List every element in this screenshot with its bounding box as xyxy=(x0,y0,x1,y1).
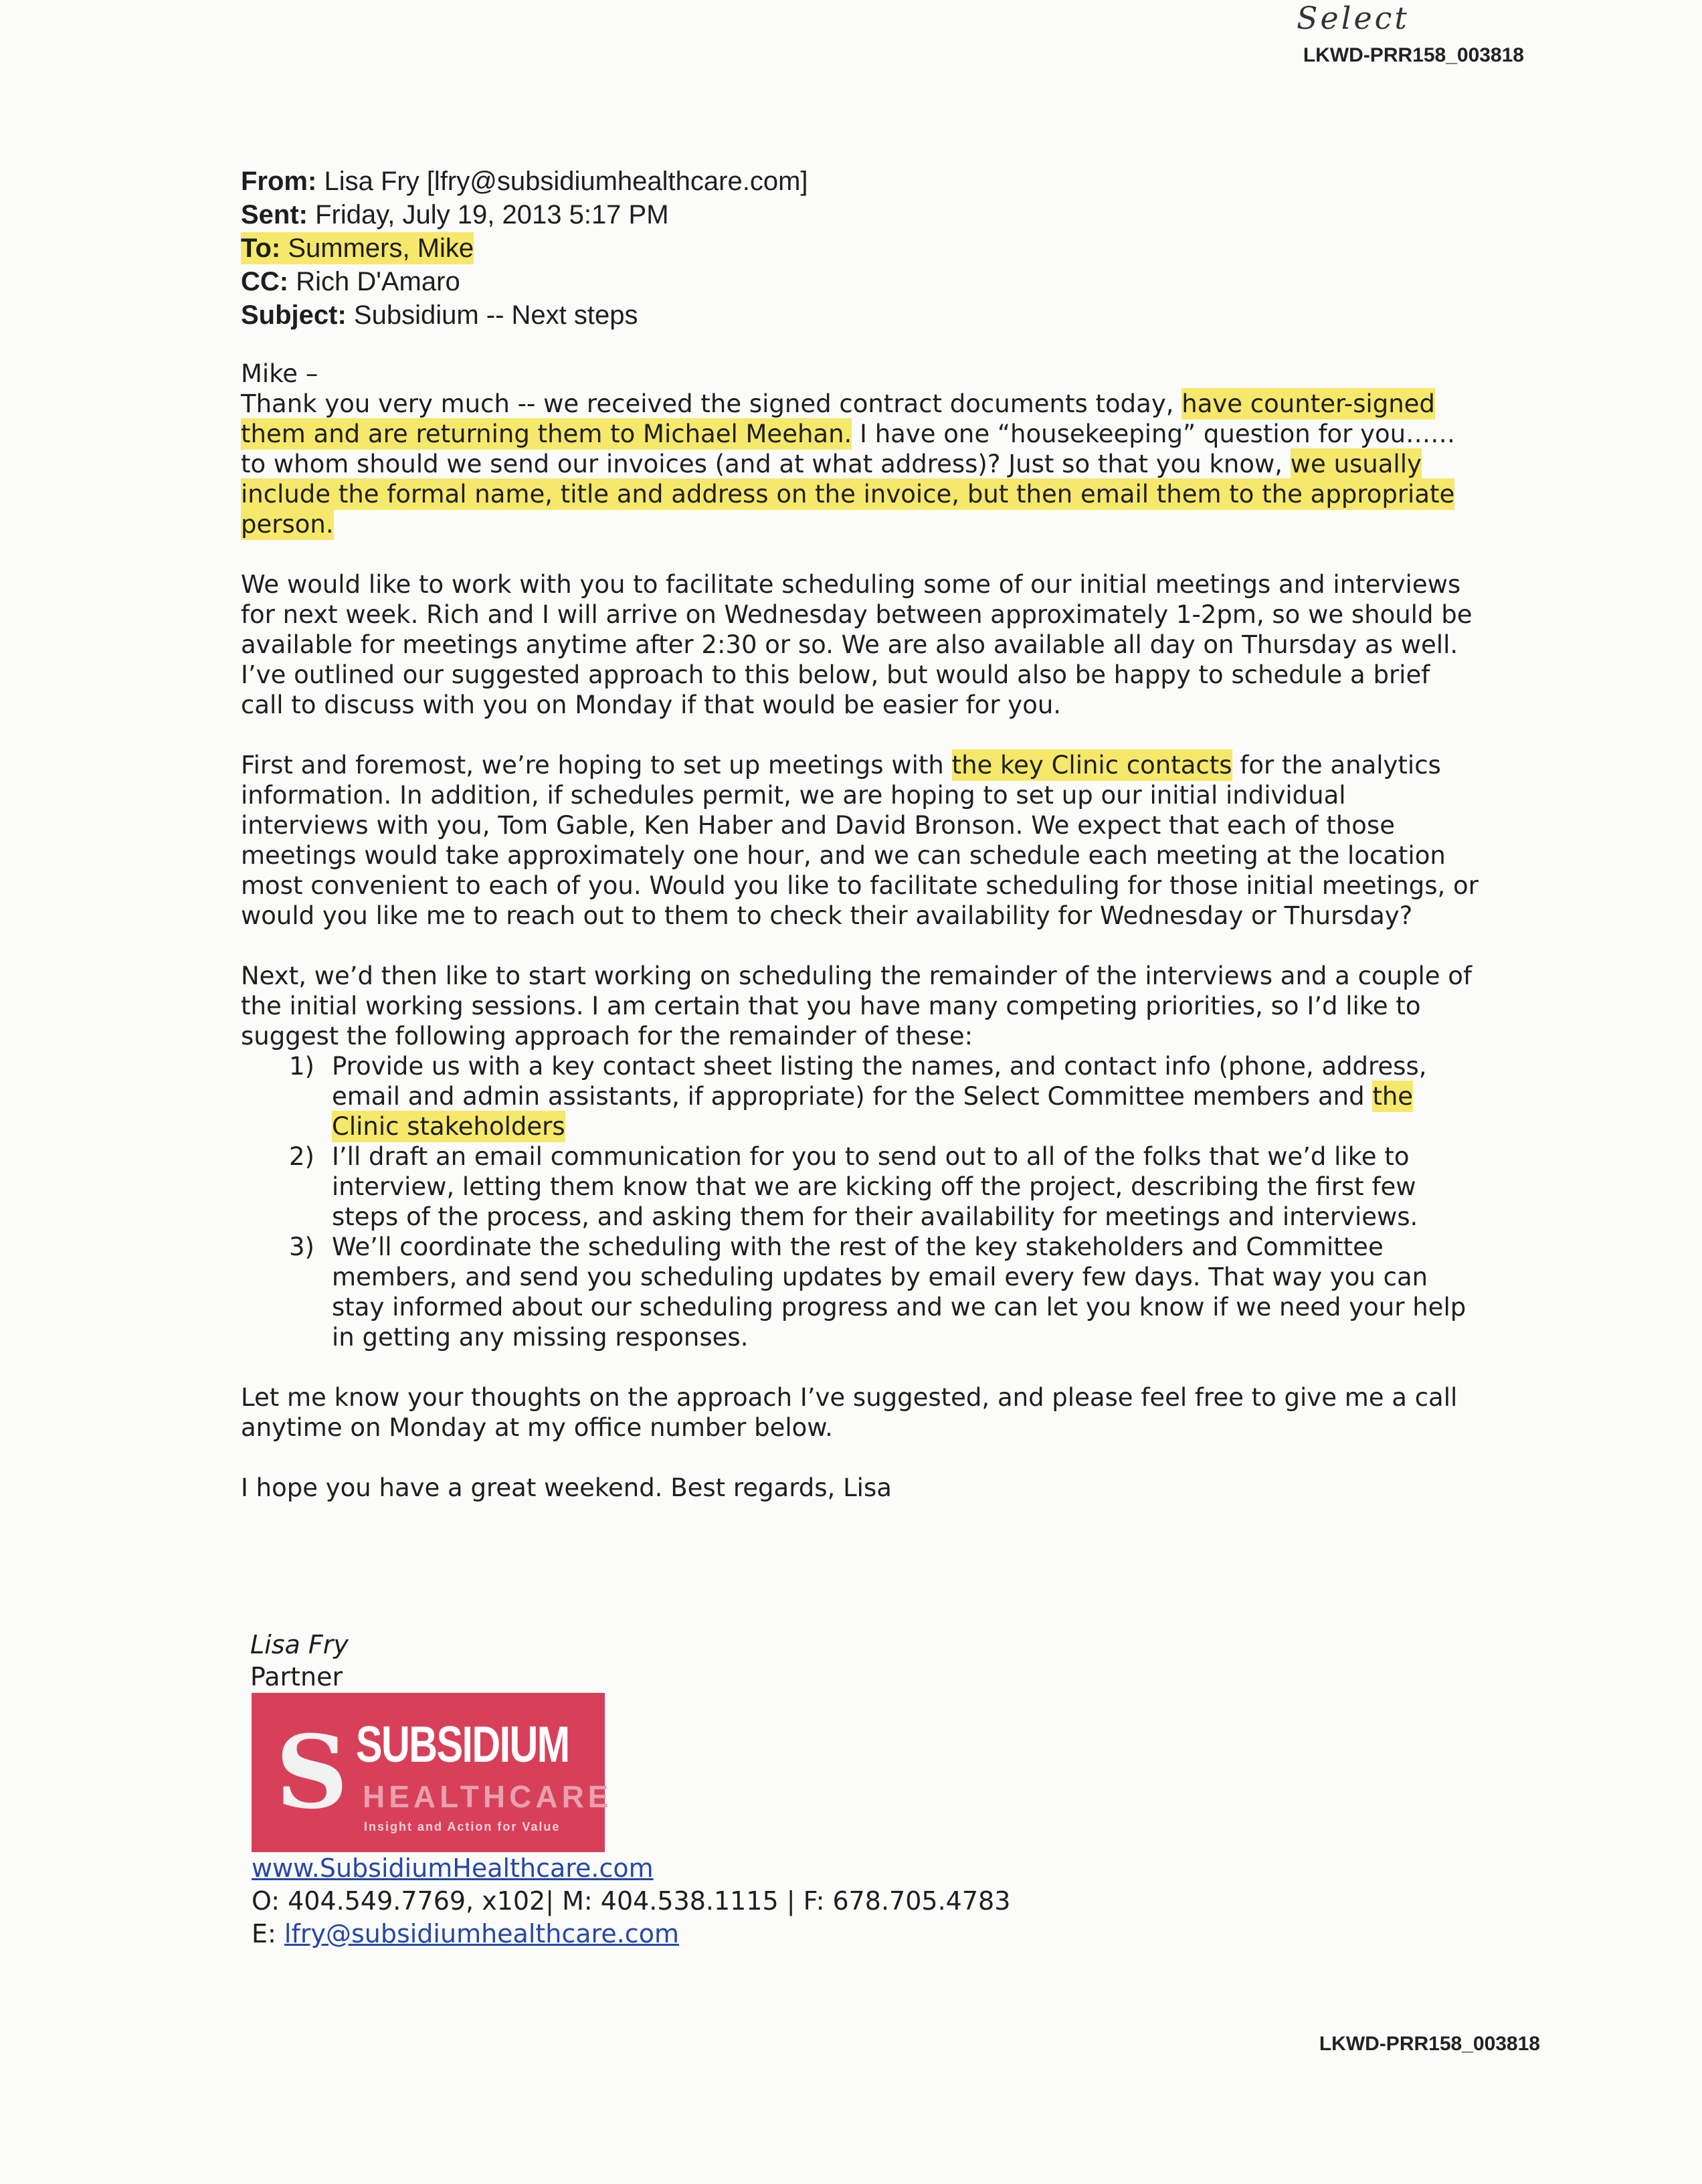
subject-value: Subsidium -- Next steps xyxy=(353,300,638,330)
list-number: 3) xyxy=(289,1233,314,1261)
paragraph-3 xyxy=(241,750,1479,931)
sent-row xyxy=(241,198,808,232)
signature-block xyxy=(250,1629,349,1693)
bates-number-bottom: LKWD-PRR158_003818 xyxy=(1319,2033,1540,2055)
signature-title: Partner xyxy=(250,1662,343,1692)
website-link[interactable]: www.SubsidiumHealthcare.com xyxy=(252,1853,654,1883)
list-item xyxy=(241,1232,1479,1352)
p1-text-b: I have one “housekeeping” question for you…… to whom should we send our invoices (and at what address)? Just so that you know, xyxy=(241,420,1456,478)
logo-subtitle: HEALTHCARE xyxy=(363,1779,613,1814)
list-text xyxy=(332,1051,1479,1142)
p1-text-a: Thank you very much -- we received the signed contract documents today, xyxy=(241,389,1182,418)
sent-label: Sent: xyxy=(241,200,308,230)
paragraph-2: We would like to work with you to facilitate scheduling some of our initial meetings and interviews for next week. Rich and I will arrive on Wednesday between approximately 1-2pm, so we should be available for meetings anytime after 2:30 or so. We are also available all day on Thursday as well. I’ve outlined our suggested approach to this below, but would also be happy to schedule a brief call to discuss with you on Monday if that would be easier for you. xyxy=(241,570,1473,719)
contact-info xyxy=(252,1852,1010,1950)
list-number: 2) xyxy=(289,1142,314,1171)
cc-label: CC: xyxy=(241,267,289,296)
from-value: Lisa Fry [lfry@subsidiumhealthcare.com] xyxy=(324,167,808,196)
list-text: I’ll draft an email communication for you to send out to all of the folks that we’d like to interview, letting them know that we are kicking off the project, describing the first few steps of the process, and asking them for their availability for meetings and interviews. xyxy=(332,1142,1418,1231)
paragraph-4: Next, we’d then like to start working on scheduling the remainder of the interviews and a couple of the initial working sessions. I am certain that you have many competing priorities, so I’d like to suggest the following approach for the remainder of these: xyxy=(241,962,1472,1051)
paragraph-1 xyxy=(241,389,1479,539)
list-highlight: the Clinic stakeholders xyxy=(332,1082,1414,1141)
greeting: Mike – xyxy=(241,359,318,388)
p3-highlight: the key Clinic contacts xyxy=(951,751,1232,780)
subject-label: Subject: xyxy=(241,300,347,330)
p1-highlight-b: we usually include the formal name, title and address on the invoice, but then email them to the appropriate person. xyxy=(241,450,1455,539)
list-number: 1) xyxy=(289,1052,314,1081)
list-item xyxy=(241,1051,1479,1142)
bates-number-top: LKWD-PRR158_003818 xyxy=(1303,44,1524,66)
steps-list xyxy=(241,1051,1479,1352)
list-text: We’ll coordinate the scheduling with the rest of the key stakeholders and Committee members, and send you scheduling updates by email every few days. That way you can stay informed about our scheduling progress and we can let you know if we need your help in getting any missing responses. xyxy=(332,1233,1467,1352)
company-logo xyxy=(252,1693,613,1852)
email-link[interactable]: lfry@subsidiumhealthcare.com xyxy=(284,1919,679,1948)
p3-text-b: for the analytics information. In addition, if schedules permit, we are hoping to set up our initial individual interviews with you, Tom Gable, Ken Haber and David Bronson. We expect that each of those meetings would take approximately one hour, and we can schedule each meeting at the location most convenient to each of you. Would you like to facilitate scheduling for those initial meetings, or would you like me to reach out to them to check their availability for Wednesday or Thursday? xyxy=(241,751,1479,930)
cc-row xyxy=(241,265,808,298)
paragraph-5: Let me know your thoughts on the approach I’ve suggested, and please feel free to give me a call anytime on Monday at my office number below. xyxy=(241,1383,1458,1442)
from-row xyxy=(241,165,808,198)
handwritten-note: Select xyxy=(1297,0,1410,36)
to-row xyxy=(241,232,808,265)
p3-text-a: First and foremost, we’re hoping to set up meetings with xyxy=(241,751,952,780)
email-header xyxy=(241,165,808,332)
logo-wordmark: SUBSIDIUM xyxy=(356,1716,569,1773)
to-label: To: xyxy=(241,234,281,263)
list-text-a: Provide us with a key contact sheet listing the names, and contact info (phone, address, email and admin assistants, if appropriate) for the Select Committee members and xyxy=(332,1052,1427,1111)
signature-name: Lisa Fry xyxy=(250,1630,349,1659)
phone-numbers: O: 404.549.7769, x102| M: 404.538.1115 | F: 678.705.4783 xyxy=(252,1886,1011,1916)
logo-s-mark: S xyxy=(276,1714,349,1831)
email-body xyxy=(241,359,1479,1533)
subject-row xyxy=(241,298,808,332)
p1-highlight-a: have counter-signed them and are returning them to Michael Meehan. xyxy=(241,389,1435,448)
list-item xyxy=(241,1142,1479,1232)
from-label: From: xyxy=(241,167,317,196)
paragraph-6: I hope you have a great weekend. Best regards, Lisa xyxy=(241,1473,892,1502)
logo-tagline: Insight and Action for Value xyxy=(364,1820,561,1833)
cc-value: Rich D'Amaro xyxy=(296,267,460,296)
sent-value: Friday, July 19, 2013 5:17 PM xyxy=(315,200,669,230)
email-label: E: xyxy=(252,1919,284,1948)
to-value: Summers, Mike xyxy=(288,234,474,263)
